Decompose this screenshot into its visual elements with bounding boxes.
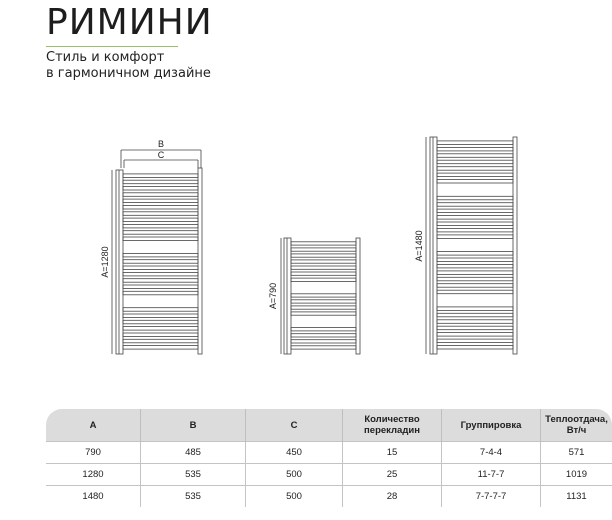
drawing-model-790	[281, 238, 360, 354]
rail-bar	[123, 224, 198, 228]
rail-bar	[123, 187, 198, 191]
rail-bar	[437, 333, 513, 337]
table-row	[46, 486, 612, 508]
col-bars-count-header: Количество перекладин	[343, 409, 442, 442]
rail-bar	[123, 218, 198, 222]
cell-heat-output: 1131	[541, 486, 612, 508]
rail-bar	[123, 206, 198, 210]
rail-bar	[291, 272, 356, 275]
rail-bar	[437, 258, 513, 262]
rail-bar	[123, 333, 198, 337]
rail-bar	[437, 284, 513, 288]
col-a-header: A	[46, 409, 141, 442]
rail-bar	[437, 141, 513, 145]
table-header-row	[46, 409, 612, 442]
page-title: РИМИНИ	[46, 2, 213, 43]
rail-bar	[291, 278, 356, 281]
rail-bar	[437, 339, 513, 343]
rail-bar	[437, 313, 513, 317]
dim-b-label: B	[157, 139, 165, 149]
cell-c: 450	[246, 442, 343, 464]
rail-bar	[123, 314, 198, 318]
rail-bar	[291, 242, 356, 245]
rail-bar	[437, 252, 513, 256]
rail-bar	[437, 264, 513, 268]
rail-bar	[437, 320, 513, 324]
rail-bar	[291, 328, 356, 331]
rail-bar	[437, 326, 513, 330]
cell-a: 790	[46, 442, 141, 464]
cell-c: 500	[246, 464, 343, 486]
rail-bar	[291, 300, 356, 303]
rail-bar	[437, 167, 513, 171]
rail-bar	[437, 147, 513, 151]
dim-a-1480-label: A=1480	[414, 230, 424, 262]
cell-grouping: 7-4-4	[442, 442, 541, 464]
dim-c-label: C	[157, 150, 165, 160]
cell-bars-count: 28	[343, 486, 442, 508]
dim-a-1280-label: A=1280	[100, 246, 110, 278]
rail-bar	[291, 312, 356, 315]
cell-heat-output: 571	[541, 442, 612, 464]
rails-1280	[123, 174, 198, 349]
rail-bar	[123, 285, 198, 289]
cell-grouping: 7-7-7-7	[442, 486, 541, 508]
dim-a-790-label: A=790	[268, 282, 278, 310]
rail-bar	[437, 271, 513, 275]
rail-bar	[291, 266, 356, 269]
table-row	[46, 464, 612, 486]
rail-bar	[437, 346, 513, 350]
rail-bar	[123, 308, 198, 312]
rail-bar	[437, 196, 513, 200]
rail-bar	[123, 339, 198, 343]
rail-bar	[123, 253, 198, 257]
cell-a: 1280	[46, 464, 141, 486]
cell-c: 500	[246, 486, 343, 508]
rail-bar	[291, 248, 356, 251]
table-row	[46, 442, 612, 464]
col-grouping-header: Группировка	[442, 409, 541, 442]
rail-bar	[437, 154, 513, 158]
rail-bar	[123, 279, 198, 283]
rail-bar	[123, 199, 198, 203]
rail-bar	[437, 209, 513, 213]
rail-bar	[123, 320, 198, 324]
cell-grouping: 11-7-7	[442, 464, 541, 486]
rail-bar	[123, 266, 198, 270]
rail-bar	[123, 231, 198, 235]
rail-bar	[437, 216, 513, 220]
rails-1480	[437, 141, 513, 349]
rail-bar	[291, 340, 356, 343]
subtitle-line-1: Стиль и комфорт	[46, 50, 165, 65]
rail-bar	[291, 306, 356, 309]
rail-bar	[123, 237, 198, 241]
rail-bar	[437, 203, 513, 207]
rail-bar	[123, 291, 198, 295]
rail-bar	[437, 222, 513, 226]
col-c-header: C	[246, 409, 343, 442]
cell-b: 535	[141, 464, 246, 486]
rails-790	[291, 242, 356, 349]
rail-bar	[291, 294, 356, 297]
cell-a: 1480	[46, 486, 141, 508]
rail-bar	[123, 212, 198, 216]
subtitle-line-2: в гармоничном дизайне	[46, 66, 211, 81]
rail-bar	[437, 180, 513, 184]
col-b-header: B	[141, 409, 246, 442]
rail-bar	[437, 160, 513, 164]
rail-bar	[291, 346, 356, 349]
rail-bar	[123, 272, 198, 276]
rail-bar	[291, 254, 356, 257]
rail-bar	[123, 174, 198, 178]
rail-bar	[123, 180, 198, 184]
rail-bar	[291, 334, 356, 337]
rail-bar	[123, 346, 198, 350]
rail-bar	[123, 193, 198, 197]
cell-bars-count: 25	[343, 464, 442, 486]
cell-bars-count: 15	[343, 442, 442, 464]
cell-b: 485	[141, 442, 246, 464]
drawing-model-1480	[426, 137, 517, 354]
specifications-table	[46, 409, 612, 507]
rail-bar	[437, 228, 513, 232]
cell-heat-output: 1019	[541, 464, 612, 486]
rail-bar	[437, 277, 513, 281]
rail-bar	[291, 260, 356, 263]
rail-bar	[437, 307, 513, 311]
rail-bar	[123, 260, 198, 264]
cell-b: 535	[141, 486, 246, 508]
col-heat-output-header: Теплоотдача, Вт/ч	[541, 409, 612, 442]
rail-bar	[123, 327, 198, 331]
rail-bar	[437, 235, 513, 239]
drawing-model-1280	[112, 150, 202, 354]
rail-bar	[437, 290, 513, 294]
rail-bar	[437, 173, 513, 177]
